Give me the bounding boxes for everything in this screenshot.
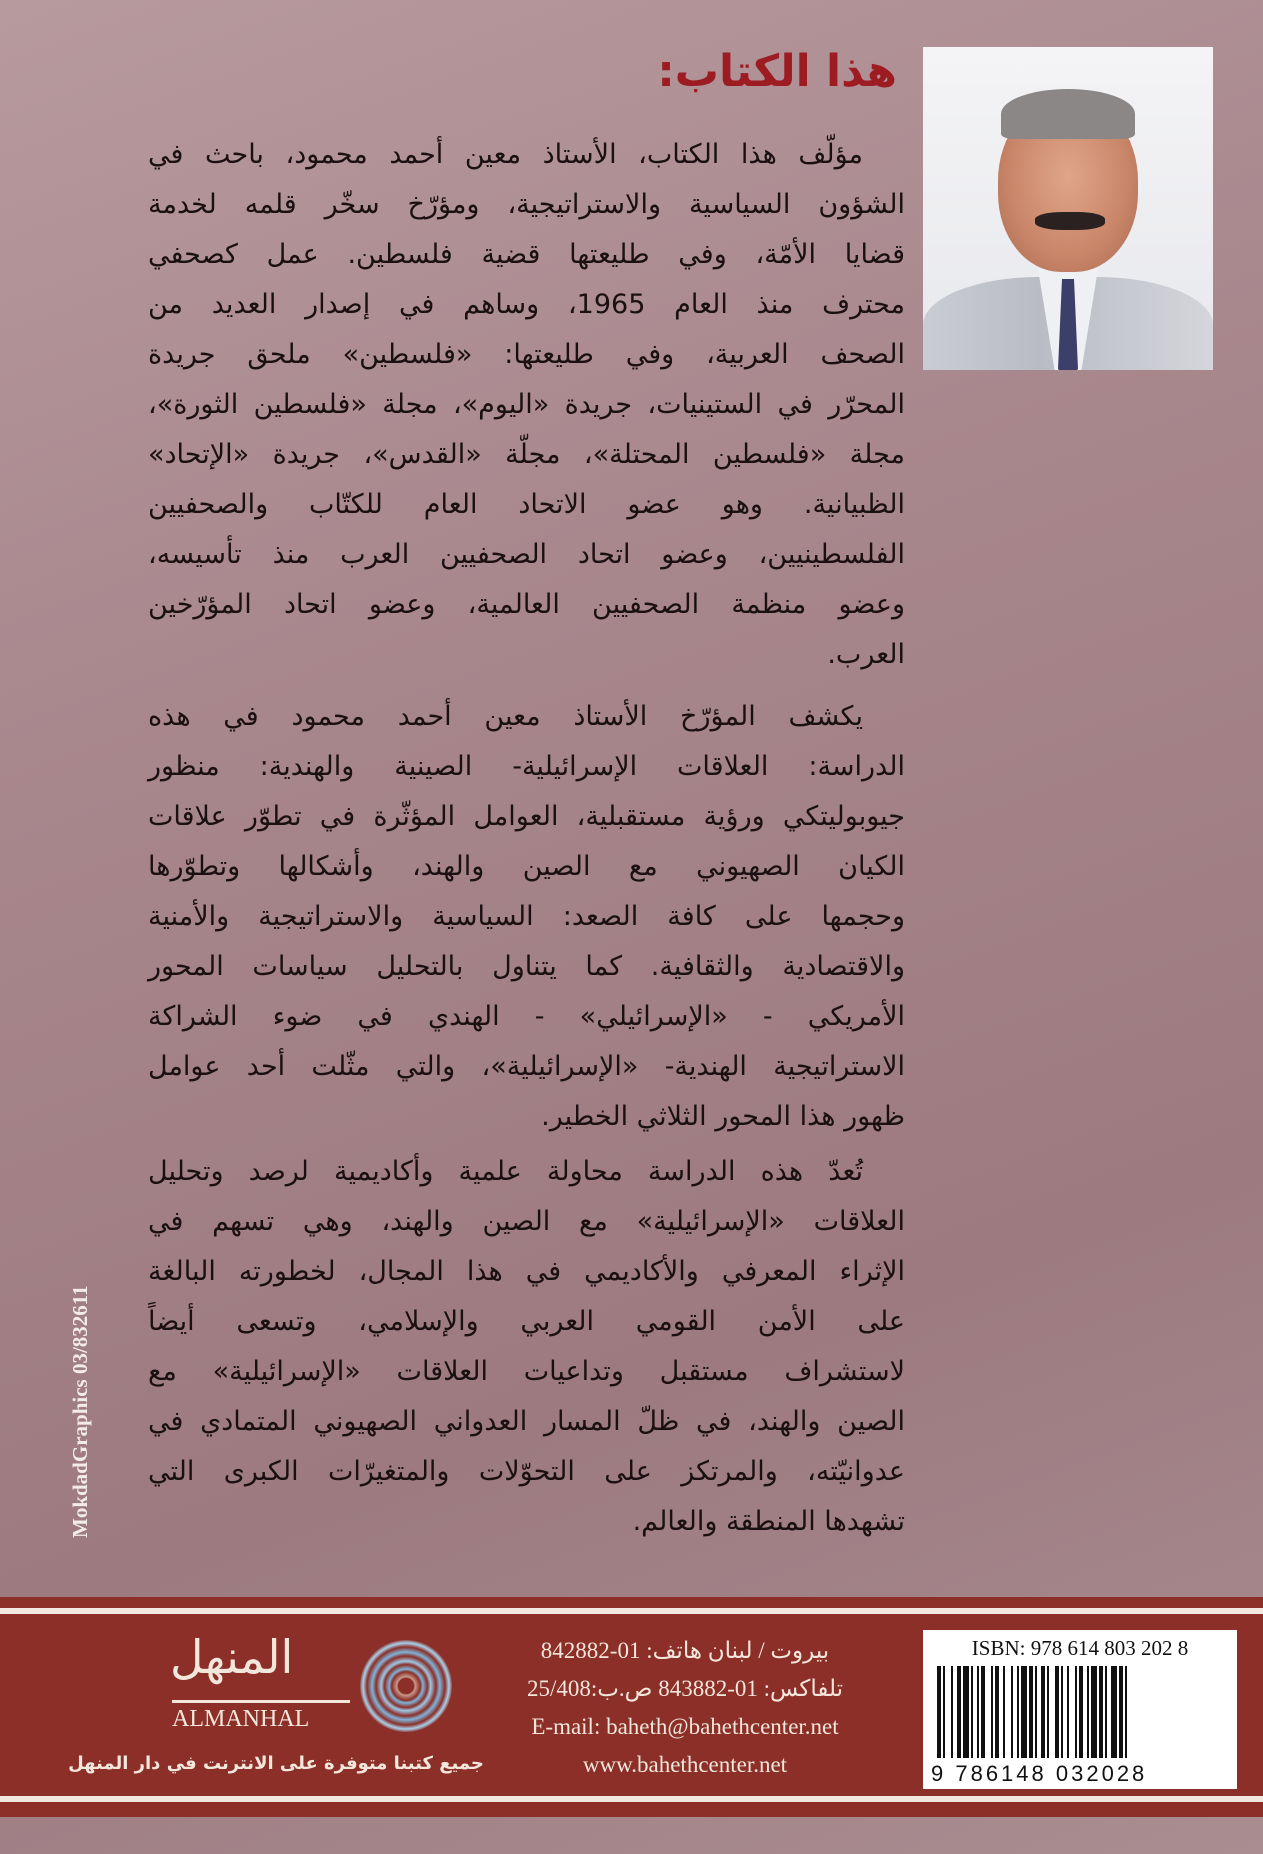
text-line: وعضو منظمة الصحفيين العالمية، وعضو اتحاد المؤرّخين <box>148 589 905 620</box>
designer-credit: MokdadGraphics 03/832611 <box>68 1285 92 1538</box>
barcode-digits: 9 786148 032028 <box>931 1761 1148 1786</box>
text-line: العلاقات «الإسرائيلية» مع الصين والهند، وهي تسهم في <box>148 1206 905 1237</box>
text-line: قضايا الأمّة، وفي طليعتها قضية فلسطين. عمل كصحفي <box>148 239 905 270</box>
divider-line <box>0 1796 1263 1802</box>
text-line: الظبيانية. وهو عضو الاتحاد العام للكتّاب والصحفيين <box>148 489 905 520</box>
author-photo <box>923 47 1213 370</box>
text-line: والاقتصادية والثقافية. كما يتناول بالتحليل سياسات المحور <box>148 951 905 982</box>
isbn-label: ISBN: 978 614 803 202 8 <box>971 1636 1189 1660</box>
text-line: مؤلّف هذا الكتاب، الأستاذ معين أحمد محمود، باحث في <box>148 139 863 170</box>
text-line: الصحف العربية، وفي طليعتها: «فلسطين» ملحق جريدة <box>148 339 905 370</box>
text-line: مجلة «فلسطين المحتلة»، مجلّة «القدس»، جريدة «الإتحاد» <box>148 439 905 470</box>
logo-latin: ALMANHAL <box>172 1706 310 1732</box>
text-line: الدراسة: العلاقات الإسرائيلية- الصينية والهندية: منظور <box>148 751 905 782</box>
text-line: العرب. <box>827 639 905 670</box>
isbn-barcode-box <box>923 1630 1237 1789</box>
text-line: وحجمها على كافة الصعد: السياسية والاستراتيجية والأمنية <box>148 901 905 932</box>
text-line: الإثراء المعرفي والأكاديمي في هذا المجال، لخطورته البالغة <box>148 1256 905 1287</box>
text-line: الأمريكي - «الإسرائيلي» - الهندي في ضوء الشراكة <box>148 1001 905 1032</box>
divider-line <box>0 1608 1263 1614</box>
email-link[interactable]: E-mail: baheth@bahethcenter.net <box>531 1714 839 1739</box>
text-line: على الأمن القومي العربي والإسلامي، وتسعى أيضاً <box>148 1306 905 1337</box>
paragraph-purpose <box>148 1147 905 1547</box>
website-link[interactable]: www.bahethcenter.net <box>582 1752 788 1777</box>
text-line: الاستراتيجية الهندية- «الإسرائيلية»، والتي مثّلت أحد عوامل <box>148 1051 905 1082</box>
fax-pobox: تلفاكس: 01-843882 ص.ب:25/408 <box>527 1676 843 1701</box>
phone: بيروت / لبنان هاتف: 01-842882 <box>540 1638 830 1663</box>
text-line: المحرّر في الستينيات، جريدة «اليوم»، مجلة «فلسطين الثورة»، <box>148 389 905 420</box>
paragraph-study <box>148 692 905 1142</box>
online-availability-tagline: جميع كتبنا متوفرة على الانترنت في دار المنهل <box>68 1753 484 1774</box>
publisher-contact <box>480 1632 890 1784</box>
text-line: عدوانيّته، والمرتكز على التحوّلات والمتغيرّات الكبرى التي <box>148 1456 905 1487</box>
text-line: ظهور هذا المحور الثلاثي الخطير. <box>541 1101 905 1132</box>
barcode-bar <box>1127 1666 1131 1758</box>
text-line: جيوبوليتكي ورؤية مستقبلية، العوامل المؤثّرة في تطوّر علاقات <box>148 801 905 832</box>
text-line: تُعدّ هذه الدراسة محاولة علمية وأكاديمية لرصد وتحليل <box>148 1156 863 1187</box>
photo-moustache <box>1035 212 1105 230</box>
logo-rule <box>172 1700 350 1703</box>
text-line: تشهدها المنطقة والعالم. <box>632 1506 905 1537</box>
text-line: الكيان الصهيوني مع الصين والهند، وأشكالها وتطوّرها <box>148 851 905 882</box>
text-line: الشؤون السياسية والاستراتيجية، ومؤرّخ سخّر قلمه لخدمة <box>148 189 905 220</box>
barcode <box>937 1666 1225 1758</box>
text-line: محترف منذ العام 1965، وساهم في إصدار العديد من <box>148 289 905 320</box>
section-heading: هذا الكتاب: <box>657 46 897 97</box>
text-line: لاستشراف مستقبل وتداعيات العلاقات «الإسرائيلية» مع <box>148 1356 905 1387</box>
text-line: الصين والهند، في ظلّ المسار العدواني الصهيوني المتمادي في <box>148 1406 905 1437</box>
text-line: يكشف المؤرّخ الأستاذ معين أحمد محمود في هذه <box>148 701 863 732</box>
text-line: الفلسطينيين، وعضو اتحاد الصحفيين العرب منذ تأسيسه، <box>148 539 905 570</box>
paragraph-author <box>148 130 905 680</box>
logo-emblem-icon <box>360 1640 452 1732</box>
almanhal-logo <box>160 1630 450 1750</box>
photo-hair <box>1001 89 1135 139</box>
logo-arabic: المنهل <box>170 1630 294 1684</box>
